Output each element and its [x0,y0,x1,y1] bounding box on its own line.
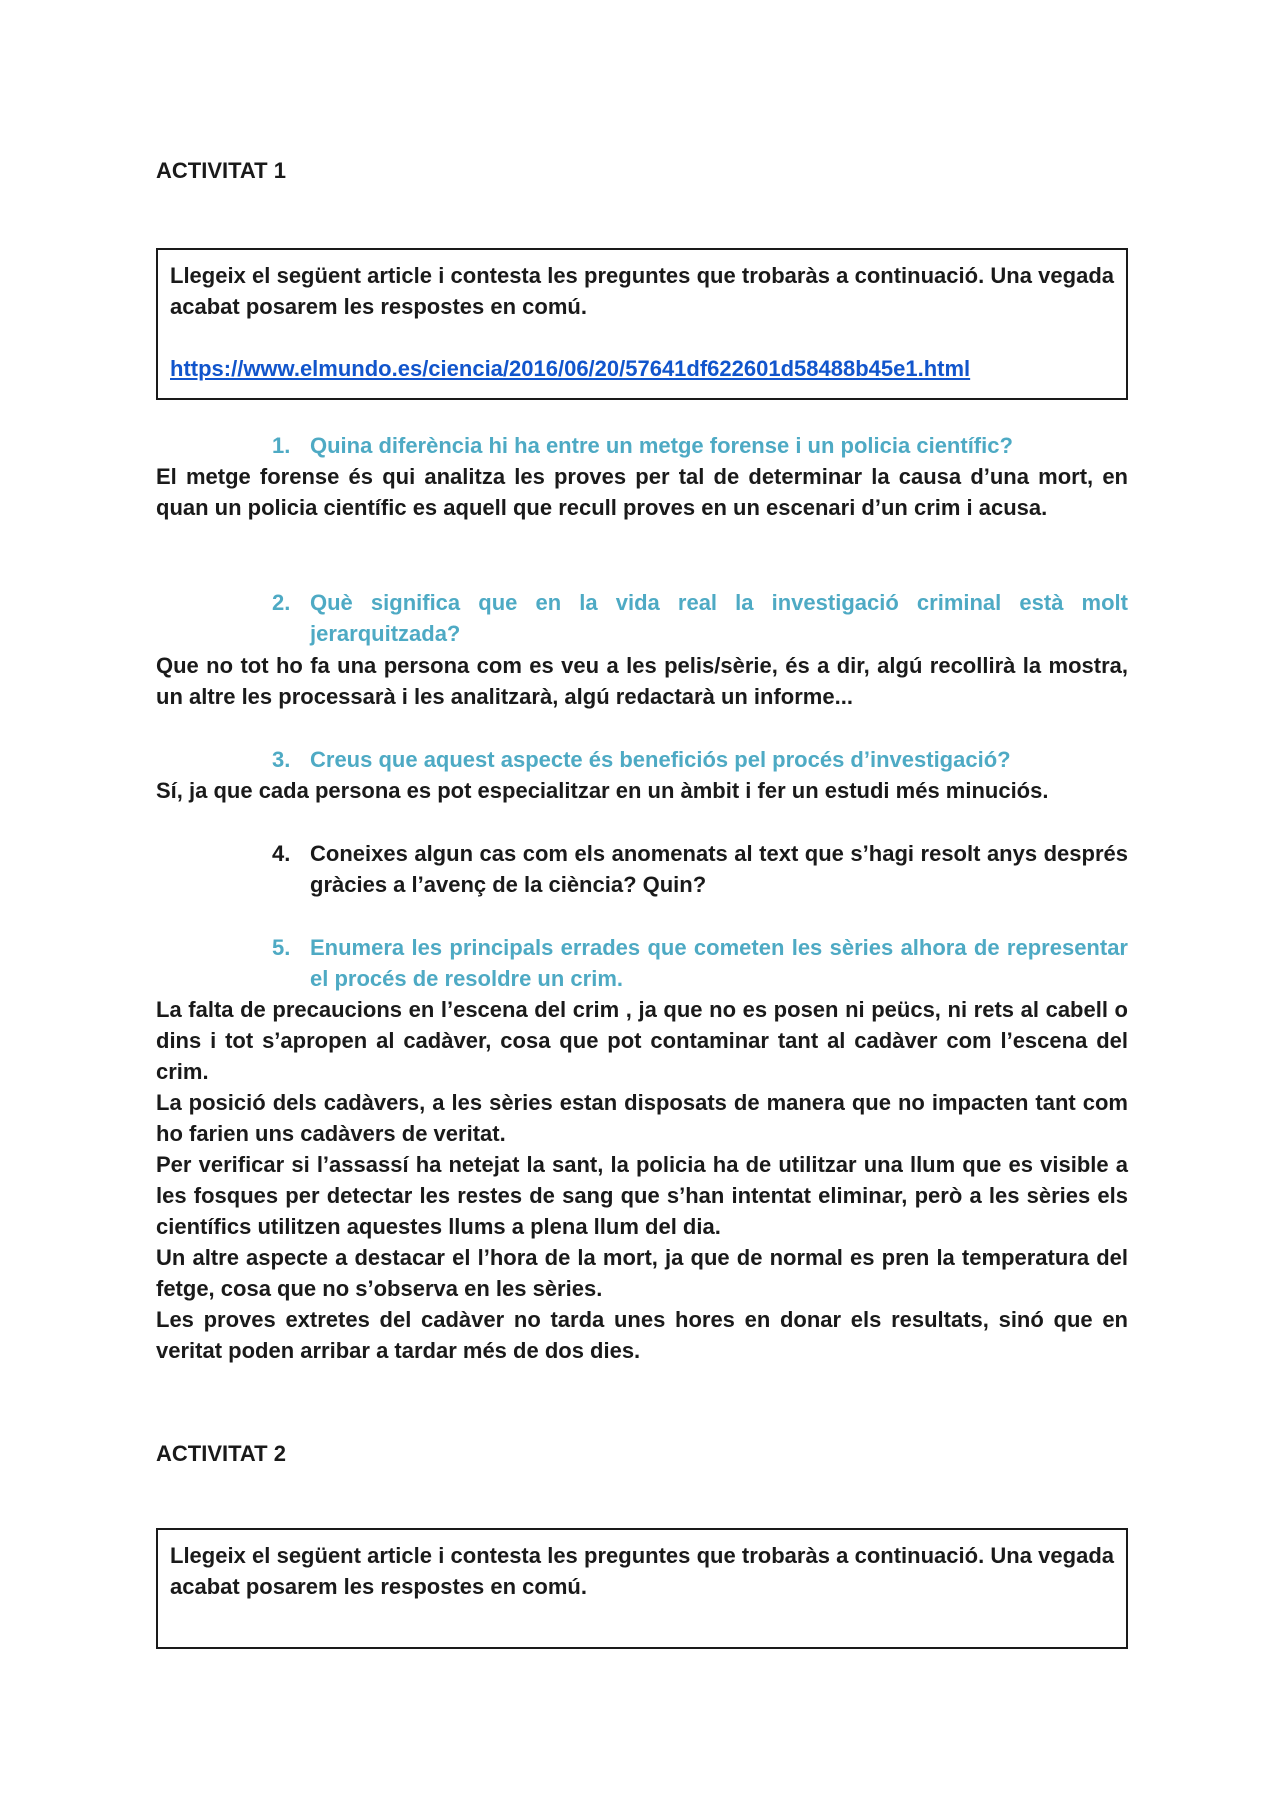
activity1-instructions-box [156,248,1128,400]
answer-2 [156,650,1128,712]
question-number: 4. [272,841,291,866]
question-4 [272,838,1128,900]
answer-paragraph: Per verificar si l’assassí ha netejat la sant, la policia ha de utilitzar una llum que es visible a les fosques per detectar les restes de sang que s’han intentat eliminar, però a les sèries els científics utilitzen aquestes llums a plena llum del dia. [156,1152,1128,1239]
answer-paragraph: Que no tot ho fa una persona com es veu a les pelis/sèrie, és a dir, algú recollirà la mostra, un altre les processarà i les analitzarà, algú redactarà un informe... [156,653,1128,709]
question-text: Quina diferència hi ha entre un metge forense i un policia científic? [310,433,1013,458]
question-text: Què significa que en la vida real la investigació criminal està molt jerarquitzada? [310,590,1128,646]
question-number: 3. [272,747,291,772]
answer-paragraph: Les proves extretes del cadàver no tarda unes hores en donar els resultats, sinó que en veritat poden arribar a tardar més de dos dies. [156,1307,1128,1363]
article-link[interactable]: https://www.elmundo.es/ciencia/2016/06/20/57641df622601d58488b45e1.html [170,356,971,381]
question-3 [272,744,1128,775]
answer-paragraph: Un altre aspecte a destacar el l’hora de la mort, ja que de normal es pren la temperatura del fetge, cosa que no s’observa en les sèries. [156,1245,1128,1301]
activity2-title: ACTIVITAT 2 [156,1441,286,1466]
question-number: 1. [272,433,291,458]
question-number: 5. [272,935,291,960]
question-text: Enumera les principals errades que cometen les sèries alhora de representar el procés de resoldre un crim. [310,935,1128,991]
answer-3 [156,775,1128,806]
answer-paragraph: La posició dels cadàvers, a les sèries estan disposats de manera que no impacten tant com ho farien uns cadàvers de veritat. [156,1090,1128,1146]
activity2-instructions-box [156,1528,1128,1649]
question-2 [272,587,1128,649]
question-5 [272,932,1128,994]
answer-1 [156,461,1128,523]
activity1-instructions: Llegeix el següent article i contesta les preguntes que trobaràs a continuació. Una vegada acabat posarem les respostes en comú. [170,263,1114,319]
activity2-instructions: Llegeix el següent article i contesta les preguntes que trobaràs a continuació. Una vegada acabat posarem les respostes en comú. [170,1543,1114,1599]
answer-paragraph: La falta de precaucions en l’escena del crim , ja que no es posen ni peücs, ni rets al cabell o dins i tot s’apropen al cadàver, cosa que pot contaminar tant al cadàver com l’escena del crim. [156,997,1128,1084]
answer-paragraph: Sí, ja que cada persona es pot especialitzar en un àmbit i fer un estudi més minuciós. [156,778,1049,803]
question-text: Coneixes algun cas com els anomenats al text que s’hagi resolt anys després gràcies a l’avenç de la ciència? Quin? [310,841,1128,897]
activity1-title: ACTIVITAT 1 [156,158,286,183]
question-text: Creus que aquest aspecte és beneficiós pel procés d’investigació? [310,747,1011,772]
answer-paragraph: El metge forense és qui analitza les proves per tal de determinar la causa d’una mort, en quan un policia científic es aquell que recull proves en un escenari d’un crim i acusa. [156,464,1128,520]
question-number: 2. [272,590,291,615]
question-1 [272,430,1128,461]
answer-5 [156,994,1128,1366]
